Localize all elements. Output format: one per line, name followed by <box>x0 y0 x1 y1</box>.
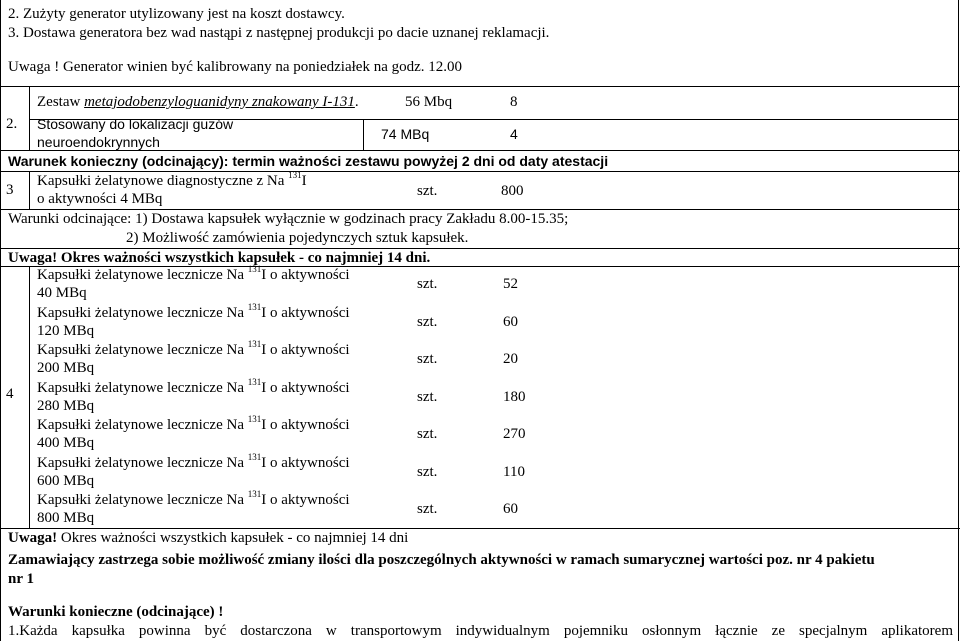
diag-condition-1: Warunki odcinające: 1) Dostawa kapsułek wyłącznie w godzinach pracy Zakładu 8.00-15.35; <box>8 211 569 227</box>
intro-note: Uwaga ! Generator winien być kalibrowany na poniedziałek na godz. 12.00 <box>8 59 463 75</box>
divider <box>0 150 960 151</box>
therapy-capsule-quantity: 60 <box>503 501 518 517</box>
diag-capsule-quantity: 800 <box>501 183 524 199</box>
divider <box>0 171 960 172</box>
kit-usage-quantity: 4 <box>510 126 518 142</box>
therapy-capsule-line-1: Kapsułki żelatynowe lecznicze Na $^{131}$I o aktywności <box>37 489 350 508</box>
therapy-capsule-line-1: Kapsułki żelatynowe lecznicze Na $^{131}$I o aktywności <box>37 451 350 471</box>
diag-capsule-unit: szt. <box>417 183 438 199</box>
therapy-capsule-quantity: 60 <box>503 313 518 330</box>
therapy-capsule-unit: szt. <box>417 463 438 480</box>
therapy-capsule-quantity: 110 <box>503 463 525 480</box>
therapy-capsule-line-1: Kapsułki żelatynowe lecznicze Na $^{131}$I o aktywności <box>37 301 350 321</box>
footer-note: Uwaga! Okres ważności wszystkich kapsułek - co najmniej 14 dni <box>8 530 409 546</box>
column-divider <box>29 266 30 528</box>
kit-name: Zestaw metajodobenzyloguanidyny znakowany I-131. <box>37 94 359 110</box>
kit-quantity: 8 <box>510 94 518 110</box>
therapy-capsule-unit: szt. <box>417 426 438 442</box>
divider <box>0 528 960 529</box>
table-left-border <box>0 0 1 641</box>
kit-condition: Warunek konieczny (odcinający): termin ważności zestawu powyżej 2 dni od daty atestacji <box>8 153 609 169</box>
therapy-capsule-line-1: Kapsułki żelatynowe lecznicze Na $^{131}$I o aktywności <box>37 264 350 283</box>
column-divider <box>29 171 30 209</box>
therapy-capsule-activity: 280 MBq <box>37 397 95 414</box>
therapy-capsule-activity: 40 MBq <box>37 285 87 301</box>
column-divider <box>29 86 30 150</box>
therapy-capsule-quantity: 270 <box>503 426 526 442</box>
column-divider <box>363 120 364 150</box>
diag-capsule-line-2: o aktywności 4 MBq <box>37 191 163 207</box>
condition-line-1: 1.Każda kapsułka powinna być dostarczona w transportowym indywidualnym pojemniku osłonnym łącznie ze specjalnym aplikatorem <box>8 623 953 639</box>
table-right-border <box>958 0 959 641</box>
therapy-capsule-unit: szt. <box>417 501 438 517</box>
intro-line-1: 2. Zużyty generator utylizowany jest na koszt dostawcy. <box>8 6 345 22</box>
reservation-line-2: nr 1 <box>8 571 34 587</box>
conditions-title: Warunki konieczne (odcinające) ! <box>8 604 224 620</box>
divider <box>0 209 960 210</box>
therapy-capsule-quantity: 20 <box>503 351 518 367</box>
reservation-line-1: Zamawiający zastrzega sobie możliwość zmiany ilości dla poszczególnych aktywności w ramach sumarycznej wartości poz. nr 4 pakietu <box>8 552 875 568</box>
therapy-capsule-line-1: Kapsułki żelatynowe lecznicze Na $^{131}$I o aktywności <box>37 339 350 358</box>
diag-validity-note: Uwaga! Okres ważności wszystkich kapsułek - co najmniej 14 dni. <box>8 250 431 266</box>
therapy-capsule-line-1: Kapsułki żelatynowe lecznicze Na $^{131}$I o aktywności <box>37 376 350 396</box>
kit-usage-activity: 74 MBq <box>381 126 430 142</box>
kit-activity: 56 Mbq <box>405 94 453 110</box>
kit-usage-line-1: Stosowany do lokalizacji guzów <box>37 116 234 132</box>
therapy-capsule-activity: 120 MBq <box>37 322 95 339</box>
therapy-capsule-activity: 800 MBq <box>37 510 95 526</box>
therapy-capsule-activity: 200 MBq <box>37 360 95 376</box>
row-number: 3 <box>6 182 14 198</box>
therapy-capsule-unit: szt. <box>417 388 438 405</box>
therapy-capsule-quantity: 52 <box>503 276 518 292</box>
kit-name-link[interactable]: metajodobenzyloguanidyny znakowany I-131 <box>84 94 355 110</box>
therapy-capsule-activity: 400 MBq <box>37 435 95 451</box>
row-number: 2. <box>6 116 18 132</box>
kit-usage-line-2: neuroendokrynnych <box>37 134 160 150</box>
divider <box>0 248 960 249</box>
therapy-capsule-quantity: 180 <box>503 388 526 405</box>
intro-line-2: 3. Dostawa generatora bez wad nastąpi z następnej produkcji po dacie uznanej reklamacji. <box>8 25 550 41</box>
therapy-capsule-unit: szt. <box>417 313 438 330</box>
therapy-capsule-unit: szt. <box>417 276 438 292</box>
diag-capsule-line-1: Kapsułki żelatynowe diagnostyczne z Na $^{131}$I <box>37 170 307 189</box>
therapy-capsule-activity: 600 MBq <box>37 472 95 489</box>
therapy-capsule-unit: szt. <box>417 351 438 367</box>
row-number: 4 <box>6 386 14 402</box>
diag-condition-2: 2) Możliwość zamówienia pojedynczych sztuk kapsułek. <box>126 230 469 246</box>
therapy-capsule-line-1: Kapsułki żelatynowe lecznicze Na $^{131}$I o aktywności <box>37 414 350 433</box>
divider <box>0 86 960 87</box>
